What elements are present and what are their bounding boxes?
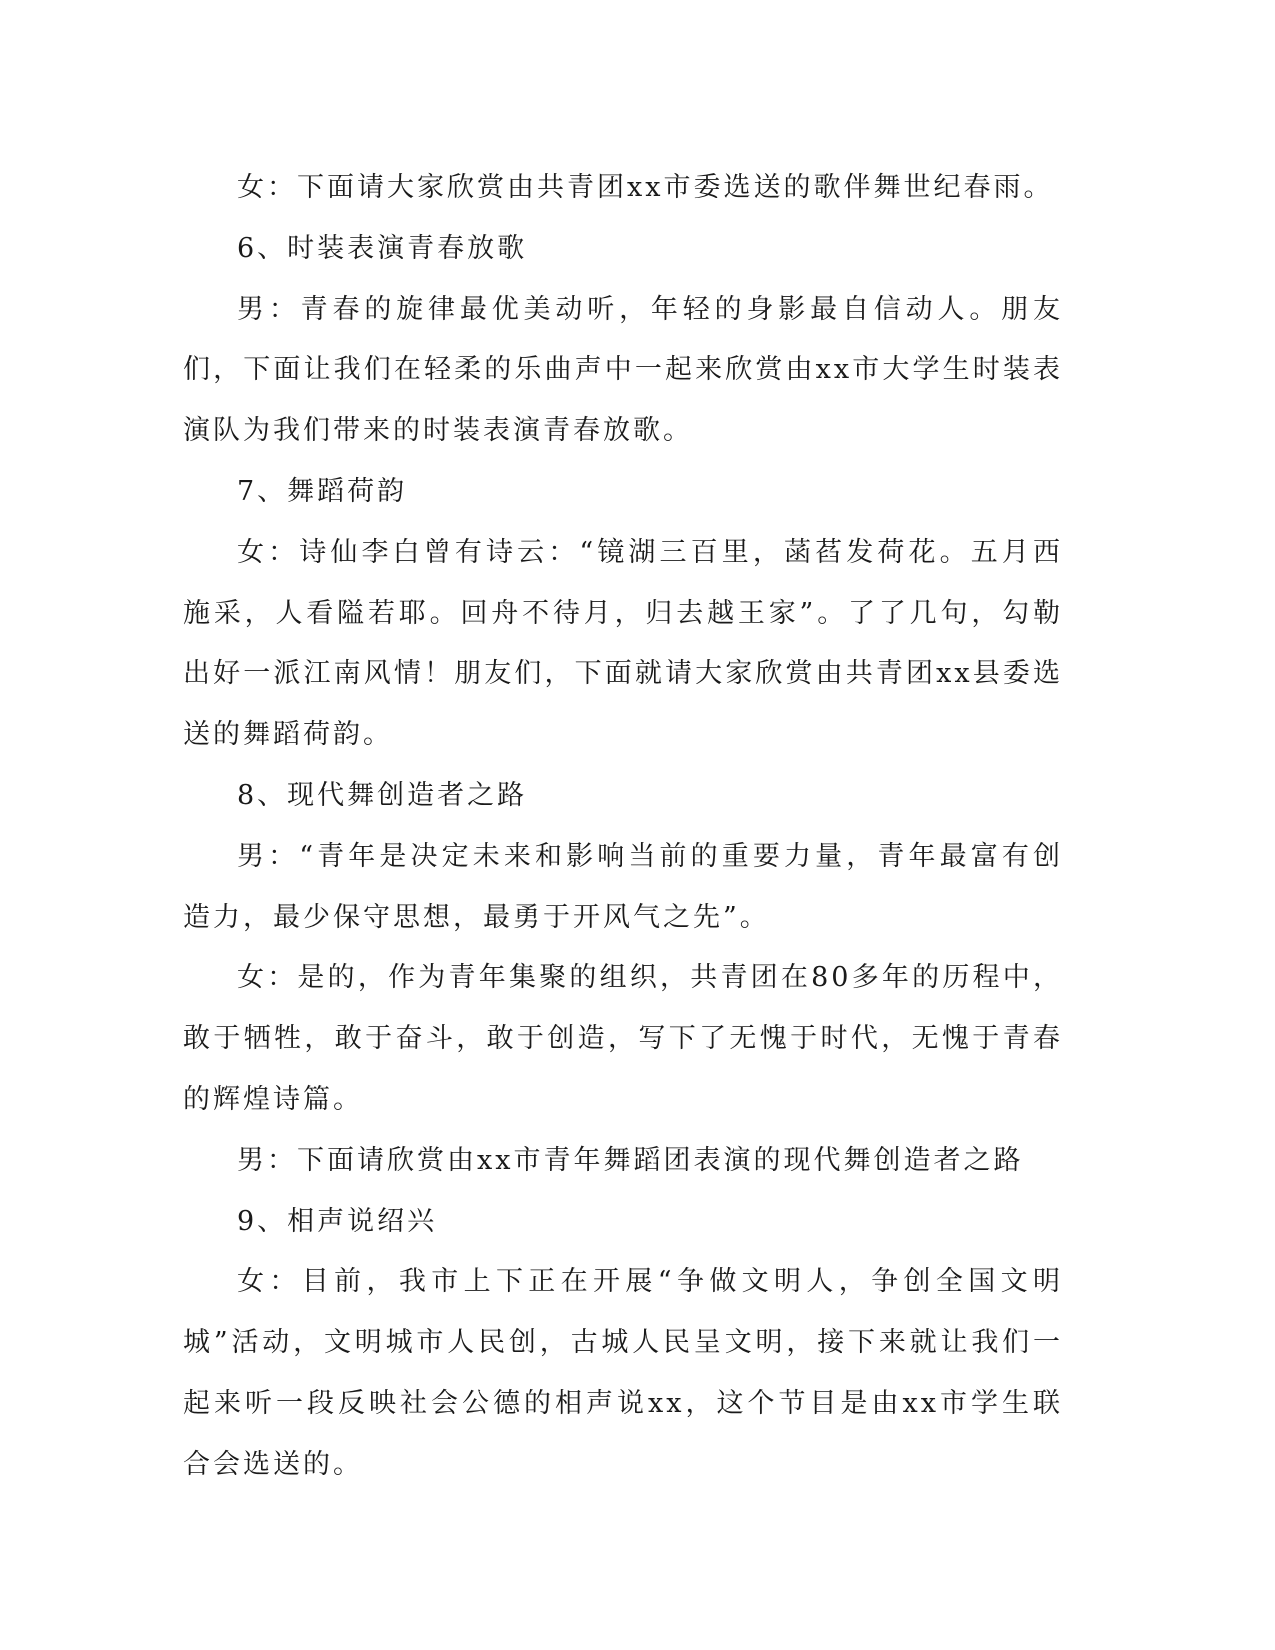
- paragraph-female-host-lotus-dance: 女：诗仙李白曾有诗云：“镜湖三百里，菡萏发荷花。五月西施采，人看隘若耶。回舟不待月，归去越王家”。了了几句，勾勒出好一派江南风情！朋友们，下面就请大家欣赏由共青团xx县委选送的舞蹈荷韵。: [183, 536, 1063, 751]
- program-heading-9: 9、相声说绍兴: [237, 1205, 438, 1237]
- paragraph-female-host-league-history: 女：是的，作为青年集聚的组织，共青团在80多年的历程中，敢于牺牲，敢于奋斗，敢于创造，写下了无愧于时代，无愧于青春的辉煌诗篇。: [183, 962, 1063, 1115]
- program-heading-8: 8、现代舞创造者之路: [237, 779, 528, 811]
- paragraph-female-host-crosstalk: 女：目前，我市上下正在开展“争做文明人，争创全国文明城”活动，文明城市人民创，古城人民呈文明，接下来就让我们一起来听一段反映社会公德的相声说xx，这个节目是由xx市学生联合会选送的。: [183, 1266, 1063, 1480]
- paragraph-male-host-youth-quote: 男：“青年是决定未来和影响当前的重要力量，青年最富有创造力，最少保守思想，最勇于开风气之先”。: [183, 840, 1063, 933]
- paragraph-male-host-modern-dance: 男：下面请欣赏由xx市青年舞蹈团表演的现代舞创造者之路: [237, 1144, 1024, 1176]
- paragraph-female-host-spring-rain: 女：下面请大家欣赏由共青团xx市委选送的歌伴舞世纪春雨。: [237, 172, 1054, 203]
- program-heading-7: 7、舞蹈荷韵: [237, 475, 408, 507]
- program-heading-6: 6、时装表演青春放歌: [237, 232, 528, 264]
- document-body: [183, 158, 1063, 1496]
- paragraph-male-host-fashion-show: 男：青春的旋律最优美动听，年轻的身影最自信动人。朋友们，下面让我们在轻柔的乐曲声中一起来欣赏由xx市大学生时装表演队为我们带来的时装表演青春放歌。: [183, 293, 1063, 447]
